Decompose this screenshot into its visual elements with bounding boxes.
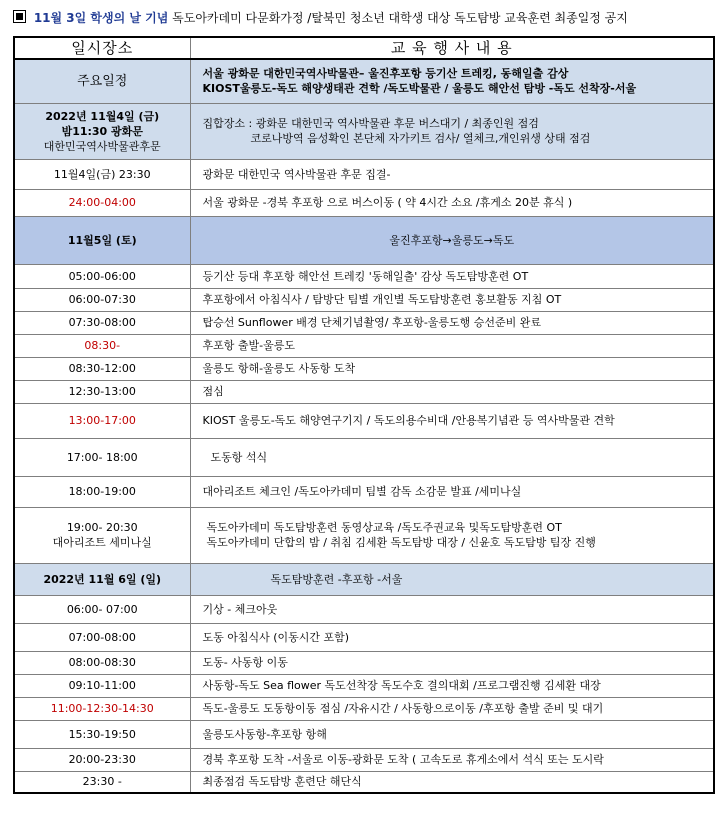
- row-content: 점심: [190, 380, 714, 403]
- summary-label: 주요일정: [14, 59, 190, 103]
- row-content: 후포항 출발-울릉도: [190, 334, 714, 357]
- row-time: 06:00-07:30: [14, 288, 190, 311]
- table-row: [14, 748, 714, 771]
- summary-line2: KIOST울릉도-독도 해양생태관 견학 /독도박물관 / 울릉도 해안선 탐방 -독도 선착장-서울: [202, 82, 637, 96]
- row-time: 07:30-08:00: [14, 311, 190, 334]
- table-row: [14, 311, 714, 334]
- row-content: 최종점검 독도탐방 훈련단 해단식: [190, 771, 714, 793]
- square-bullet-icon: [13, 10, 26, 23]
- evening-place: 대아리조트 세미나실: [52, 536, 152, 549]
- header-row: [14, 37, 714, 59]
- title-text: 독도아카데미 다문화가정 /탈북민 청소년 대학생 대상 독도탐방 교육훈련 최종일정 공지: [172, 11, 628, 25]
- row-content: 독도-울릉도 도동항이동 점심 /자유시간 / 사동항으로이동 /후포항 출발 준비 및 대기: [190, 697, 714, 720]
- table-row: [14, 380, 714, 403]
- evening-datetime: [14, 507, 190, 563]
- row-time: 24:00-04:00: [14, 189, 190, 216]
- table-row: [14, 595, 714, 623]
- day3-date: 2022년 11월 6일 (일): [14, 563, 190, 595]
- day3-header-row: [14, 563, 714, 595]
- evening-line2: 독도아카데미 단합의 밤 / 취침 김세환 독도탐방 대장 / 신윤호 독도탐방 팀장 진행: [206, 536, 596, 549]
- row-content: 도동 아침식사 (이동시간 포함): [190, 623, 714, 651]
- row-content: 울릉도사동항-후포항 항해: [190, 720, 714, 748]
- row-time: 09:10-11:00: [14, 674, 190, 697]
- day1-datetime: [14, 103, 190, 159]
- row-time: 15:30-19:50: [14, 720, 190, 748]
- table-row: [14, 674, 714, 697]
- row-content: 도동- 사동항 이동: [190, 651, 714, 674]
- row-content: 서울 광화문 -경북 후포항 으로 버스이동 ( 약 4시간 소요 /휴게소 20분 휴식 ): [190, 189, 714, 216]
- row-time: 17:00- 18:00: [14, 438, 190, 476]
- row-time: 11:00-12:30-14:30: [14, 697, 190, 720]
- table-row: [14, 476, 714, 507]
- row-time: 08:30-: [14, 334, 190, 357]
- day2-route: 울진후포항→울릉도→독도: [190, 216, 714, 264]
- row-content: 후포항에서 아침식사 / 탐방단 팀별 개인별 독도탐방훈련 홍보활동 지침 OT: [190, 288, 714, 311]
- row-time: 11월4일(금) 23:30: [14, 159, 190, 189]
- table-row: [14, 623, 714, 651]
- day1-date: 2022년 11월4일 (금): [45, 109, 160, 123]
- evening-line1: 독도아카데미 독도탐방훈련 동영상교육 /독도주권교육 및독도탐방훈련 OT: [206, 521, 562, 534]
- row-content: 기상 - 체크아웃: [190, 595, 714, 623]
- day2-header-row: [14, 216, 714, 264]
- day1-header-row: [14, 103, 714, 159]
- table-row: [14, 697, 714, 720]
- notice-title: [13, 8, 718, 28]
- table-row: [14, 403, 714, 438]
- row-content: KIOST 울릉도-독도 해양연구기지 / 독도의용수비대 /안용복기념관 등 역사박물관 견학: [190, 403, 714, 438]
- row-time: 20:00-23:30: [14, 748, 190, 771]
- header-datetime: 일시장소: [14, 37, 190, 59]
- row-time: 08:00-08:30: [14, 651, 190, 674]
- table-row: [14, 438, 714, 476]
- row-content: 사동항-독도 Sea flower 독도선착장 독도수호 결의대회 /프로그램진행 김세환 대장: [190, 674, 714, 697]
- row-time: 23:30 -: [14, 771, 190, 793]
- day3-route: 독도탐방훈련 -후포항 -서울: [190, 563, 714, 595]
- row-time: 06:00- 07:00: [14, 595, 190, 623]
- table-row: [14, 771, 714, 793]
- row-time: 18:00-19:00: [14, 476, 190, 507]
- table-row: [14, 334, 714, 357]
- summary-row: [14, 59, 714, 103]
- row-content: 탑승선 Sunflower 배경 단체기념촬영/ 후포항-울릉도행 승선준비 완료: [190, 311, 714, 334]
- summary-content: [190, 59, 714, 103]
- table-row: [14, 720, 714, 748]
- day1-content: [190, 103, 714, 159]
- row-time: 13:00-17:00: [14, 403, 190, 438]
- table-row: [14, 357, 714, 380]
- table-row: [14, 159, 714, 189]
- day1-museum: 대한민국역사박물관후문: [43, 139, 161, 153]
- day1-time-place: 밤11:30 광화문: [61, 124, 143, 138]
- evening-row: [14, 507, 714, 563]
- table-row: [14, 288, 714, 311]
- evening-time: 19:00- 20:30: [66, 521, 138, 534]
- table-row: [14, 264, 714, 288]
- row-content: 경북 후포항 도착 -서울로 이동-광화문 도착 ( 고속도로 휴게소에서 석식 또는 도시락: [190, 748, 714, 771]
- row-content: 등기산 등대 후포항 해안선 트레킹 '동해일출' 감상 독도탐방훈련 OT: [190, 264, 714, 288]
- row-content: 대아리조트 체크인 /독도아카데미 팀별 감독 소감문 발표 /세미나실: [190, 476, 714, 507]
- day1-line2: 코로나방역 음성확인 본단체 자가키트 검사/ 열체크,개인위생 상태 점검: [250, 132, 591, 145]
- row-time: 08:30-12:00: [14, 357, 190, 380]
- evening-content: [190, 507, 714, 563]
- header-content: 교 육 행 사 내 용: [190, 37, 714, 59]
- day1-line1: 집합장소 : 광화문 대한민국 역사박물관 후문 버스대기 / 최종인원 점검: [202, 117, 539, 130]
- table-row: [14, 189, 714, 216]
- row-time: 07:00-08:00: [14, 623, 190, 651]
- day2-date: 11월5일 (토): [14, 216, 190, 264]
- row-content: 울릉도 항해-울릉도 사동항 도착: [190, 357, 714, 380]
- title-highlight: 11월 3일 학생의 날 기념: [33, 11, 169, 25]
- summary-line1: 서울 광화문 대한민국역사박물관– 울진후포항 등기산 트레킹, 동해일출 감상: [202, 67, 569, 81]
- schedule-table: [13, 36, 715, 794]
- row-time: 05:00-06:00: [14, 264, 190, 288]
- row-content: 도동항 석식: [190, 438, 714, 476]
- row-content: 광화문 대한민국 역사박물관 후문 집결-: [190, 159, 714, 189]
- row-time: 12:30-13:00: [14, 380, 190, 403]
- table-row: [14, 651, 714, 674]
